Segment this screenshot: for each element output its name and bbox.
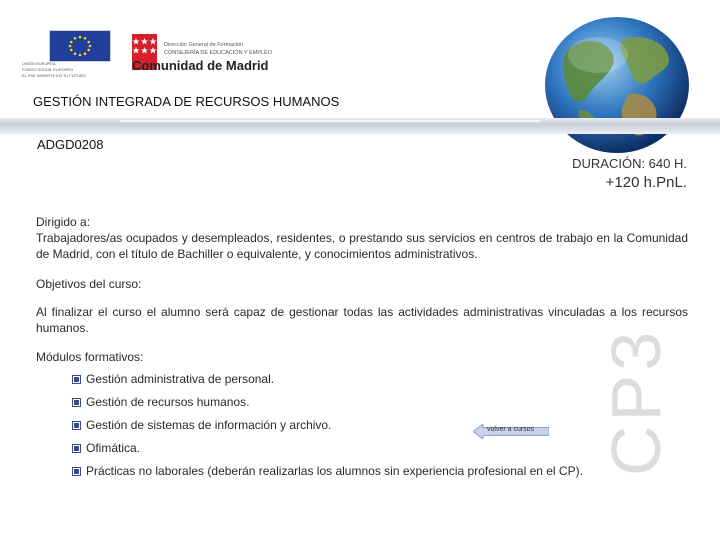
objectives-text: Al finalizar el curso el alumno será capaz de gestionar todas las actividades administrativas vinculadas a los recursos humanos. [36,305,688,335]
cm-consejeria-text: CONSEJERÍA DE EDUCACIÓN Y EMPLEO [164,50,272,56]
module-label: Ofimática. [86,441,141,455]
module-item [72,395,249,409]
globe-icon [538,10,696,160]
checkbox-bullet-icon [72,421,81,430]
eu-logo [22,30,122,80]
objectives-heading: Objetivos del curso: [36,277,142,291]
checkbox-bullet-icon [72,444,81,453]
eu-line-3: EL FSE INVIERTE EN TU FUTURO [22,73,86,78]
back-to-courses-button[interactable] [473,424,549,439]
module-label: Gestión de sistemas de información y archivo. [86,418,332,432]
module-item [72,464,583,478]
module-label: Gestión administrativa de personal. [86,372,275,386]
cm-direccion-text: Dirección General de Formación [164,42,244,48]
cm-name-text: Comunidad de Madrid [132,58,269,73]
module-item [72,418,331,432]
course-title: GESTIÓN INTEGRADA DE RECURSOS HUMANOS [33,94,340,109]
extra-hours-text: +120 h.PnL. [605,174,687,191]
checkbox-bullet-icon [72,375,81,384]
target-heading: Dirigido a: [36,215,91,229]
eu-line-2: FONDO SOCIAL EUROPEO [22,67,74,72]
module-label: Prácticas no laborales (deberán realizarlas los alumnos sin experiencia profesional en el CP). [86,464,583,478]
duration-box [572,156,687,191]
module-item [72,372,274,386]
modules-heading: Módulos formativos: [36,350,144,364]
module-item [72,441,140,455]
cp-watermark: CP3 [597,327,675,476]
back-button-label: volver a cursos [487,426,535,433]
target-text: Trabajadores/as ocupados y desempleados, residentes, o prestando sus servicios en centros de trabajo en la Comunidad de Madrid, con el título de Bachiller o equivalente, y conocimientos administrativos. [36,231,688,261]
duration-text: DURACIÓN: 640 H. [572,156,687,171]
checkbox-bullet-icon [72,398,81,407]
eu-flag-icon [49,30,111,62]
comunidad-madrid-logo [132,32,302,76]
module-label: Gestión de recursos humanos. [86,395,250,409]
course-code: ADGD0208 [37,137,104,152]
checkbox-bullet-icon [72,467,81,476]
eu-line-1: UNIÓN EUROPEA [22,61,56,66]
band-highlight [120,120,540,122]
